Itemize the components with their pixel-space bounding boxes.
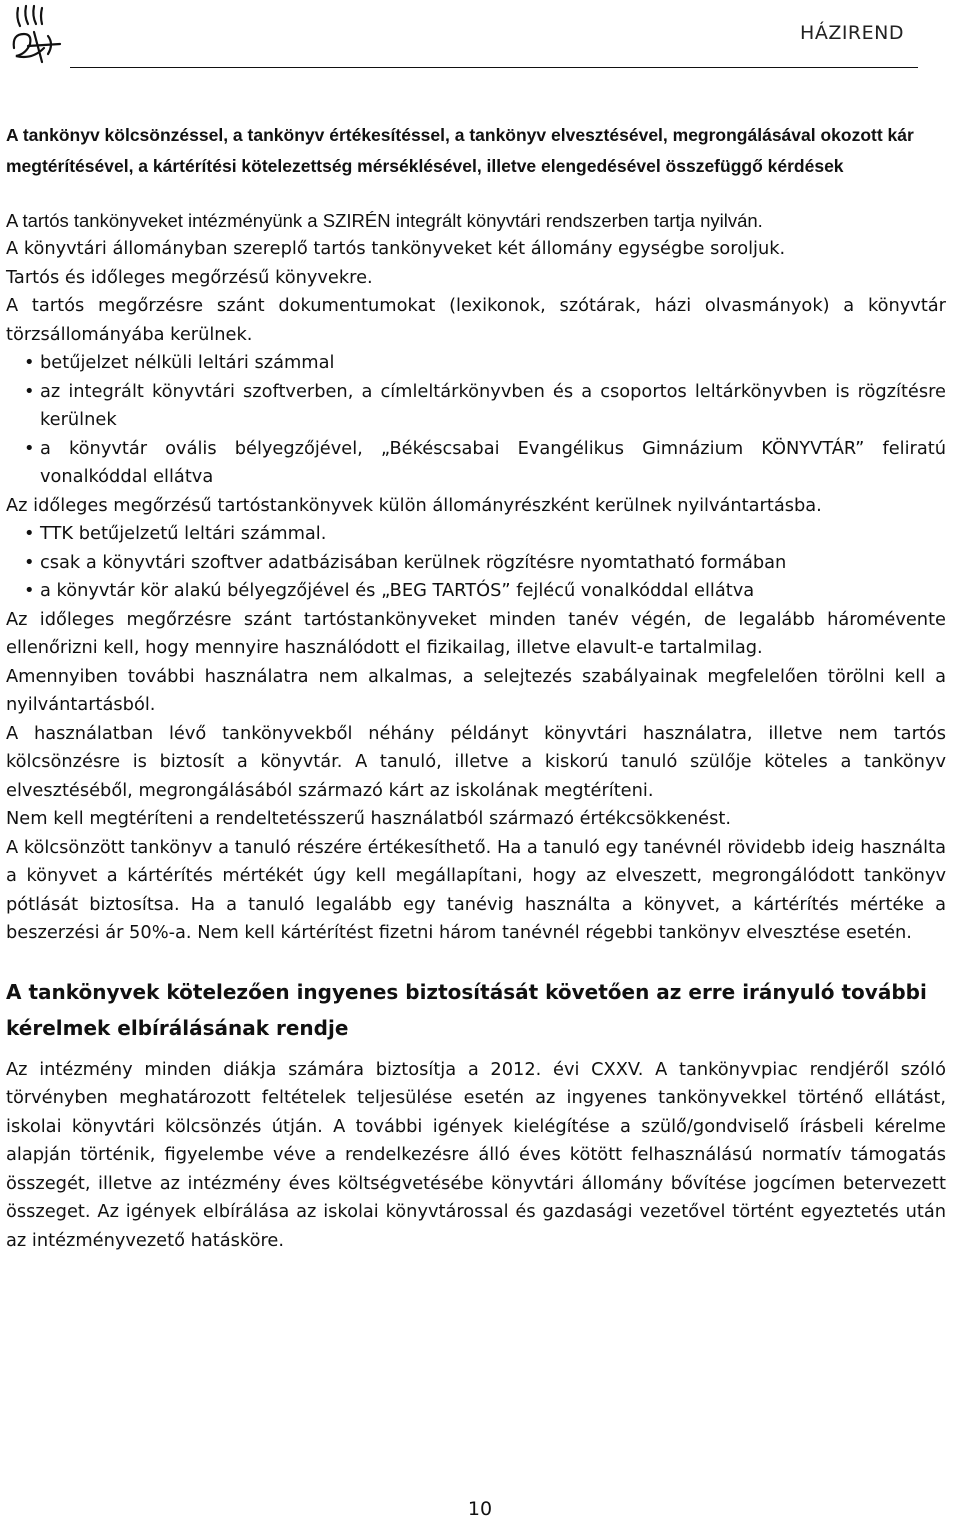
header-divider (70, 67, 918, 68)
school-logo-icon (4, 4, 68, 66)
bullet-icon: • (24, 551, 35, 573)
paragraph: A kölcsönzött tankönyv a tanuló részére értékesíthető. Ha a tanuló egy tanévnél rövidebb ideig használta a könyvet a kártérítés mértékét úgy kell megállapítani, hogy az elveszett, megrongálódott tankönyv pótlását biztosítsa. Ha a tanuló legalább egy tanévig használta a könyvet, a kártérítés mértéke a beszerzési ár 50%-a. Nem kell kártérítést fizetni három tanévnél régebbi tankönyv elvesztése esetén. (6, 836, 946, 943)
paragraph: Az időleges megőrzésű tartóstankönyvek külön állományrészként kerülnek nyilvántartásba. (6, 494, 822, 516)
list-item: • betűjelzet nélküli leltári számmal (24, 349, 946, 378)
paragraph: A tartós tankönyveket intézményünk a SZIRÉN integrált könyvtári rendszerben tartja nyilván. (6, 210, 763, 231)
paragraph: Nem kell megtéríteni a rendeltetésszerű használatból származó értékcsökkenést. (6, 808, 731, 829)
list-item: • a könyvtár kör alakú bélyegzőjével és „BEG TARTÓS” fejlécű vonalkóddal ellátva (24, 577, 946, 606)
bullet-list-permanent (24, 349, 946, 492)
section2-heading: A tankönyvek kötelezően ingyenes biztosítását követően az erre irányuló további kérelmek elbírálásának rendje (6, 979, 927, 1040)
bullet-list-temporary (24, 520, 946, 606)
header-title: HÁZIREND (800, 22, 904, 44)
page-number: 10 (467, 1498, 493, 1520)
list-item: • csak a könyvtári szoftver adatbázisában kerülnek rögzítésre nyomtatható formában (24, 549, 946, 578)
paragraph: Amennyiben további használatra nem alkalmas, a selejtezés szabályainak megfelelően törölni kell a nyilvántartásból. (6, 665, 946, 715)
section1-heading: A tankönyv kölcsönzéssel, a tankönyv értékesítéssel, a tankönyv elvesztésével, megrongálásával okozott kár megtérítésével, a kártérítési kötelezettség mérséklésével, illetve elengedésével összefüggő kérdések (6, 125, 914, 176)
list-item: • TTK betűjelzetű leltári számmal. (24, 520, 946, 549)
paragraph: A tartós megőrzésre szánt dokumentumokat (lexikonok, szótárak, házi olvasmányok) a könyvtár törzsállományába kerülnek. (6, 295, 946, 345)
page-header (0, 0, 960, 70)
paragraph: A könyvtári állományban szereplő tartós tankönyveket két állomány egységbe soroljuk. (6, 238, 786, 259)
bullet-icon: • (24, 580, 35, 601)
bullet-icon: • (24, 380, 35, 402)
page-content (6, 120, 946, 1255)
bullet-icon: • (24, 523, 35, 544)
paragraph: Az időleges megőrzésre szánt tartóstankönyveket minden tanév végén, de legalább háromévente ellenőrizni kell, hogy mennyire használódott el fizikailag, illetve elavult-e tartalmilag. (6, 608, 946, 658)
bullet-icon: • (24, 352, 35, 373)
list-item: • az integrált könyvtári szoftverben, a címleltárkönyvben és a csoportos leltárkönyvben is rögzítésre kerülnek (24, 378, 946, 435)
paragraph: Tartós és időleges megőrzésű könyvekre. (6, 266, 373, 288)
bullet-icon: • (24, 437, 35, 459)
list-item: • a könyvtár ovális bélyegzőjével, „Békéscsabai Evangélikus Gimnázium KÖNYVTÁR” feliratú vonalkóddal ellátva (24, 435, 946, 492)
paragraph: Az intézmény minden diákja számára biztosítja a 2012. évi CXXV. A tankönyvpiac rendjéről szóló törvényben meghatározott feltételek teljesülése esetén az ingyenes tankönyvekkel történő ellátást, iskolai könyvtári kölcsönzés útján. A további igények kielégítése a szülő/gondviselő írásbeli kérelme alapján történik, figyelembe véve a rendelkezésre álló éves kötött felhasználású normatív támogatás összegét, illetve az intézmény éves költségvetésébe könyvtári állomány bővítése jogcímen betervezett összeget. Az igények elbírálása az iskolai könyvtárossal és gazdasági vezetővel történt egyeztetés után az intézményvezető hatásköre. (6, 1058, 946, 1251)
paragraph: A használatban lévő tankönyvekből néhány példányt könyvtári használatra, illetve nem tartós kölcsönzésre is biztosít a könyvtár. A tanuló, illetve a kiskorú tanuló szülője köteles a tankönyv elvesztéséből, megrongálásából származó kárt az iskolának megtéríteni. (6, 722, 946, 801)
